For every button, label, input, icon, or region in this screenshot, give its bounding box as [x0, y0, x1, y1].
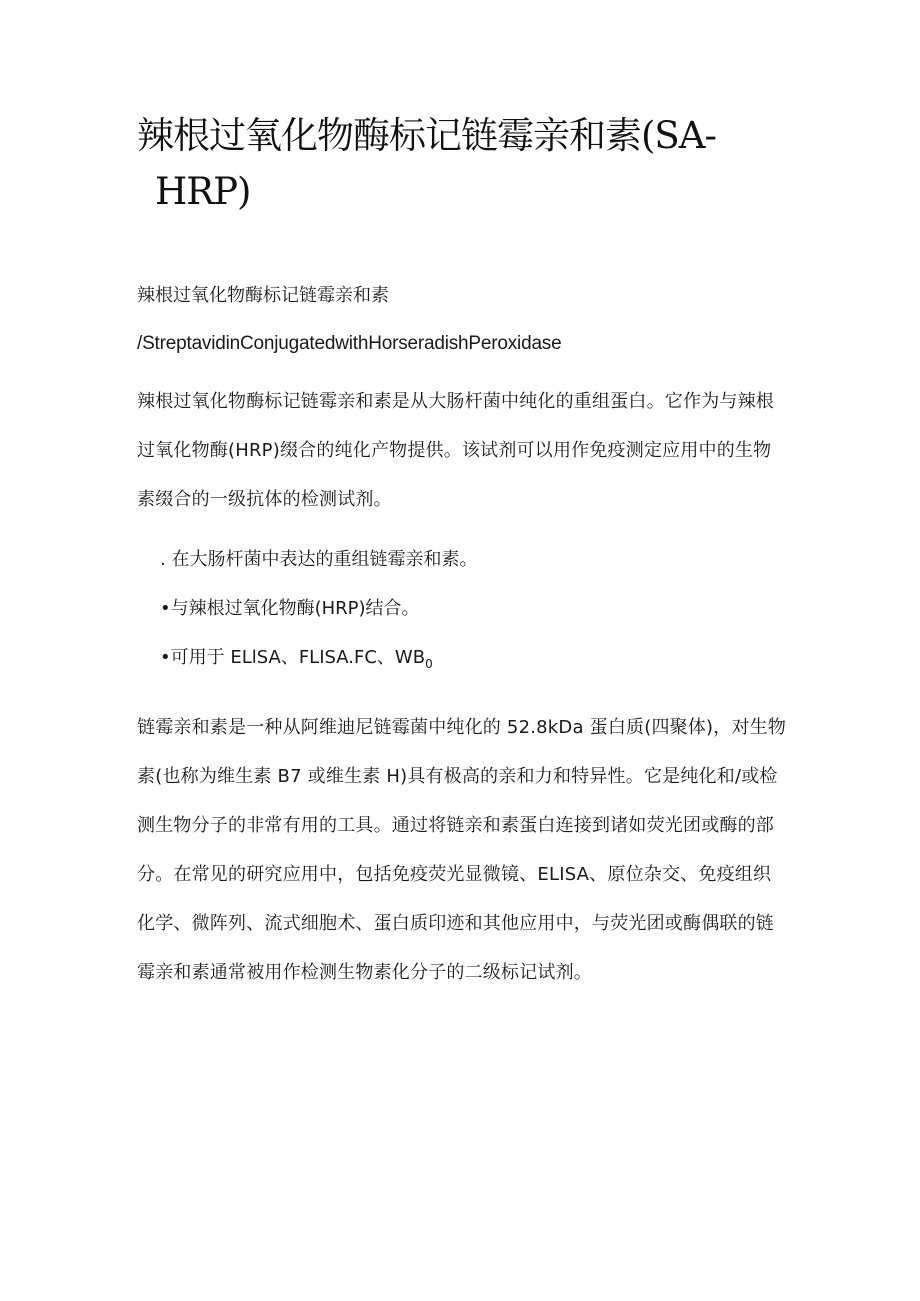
subtitle-english: /StreptavidinConjugatedwithHorseradishPeroxidase [137, 333, 562, 354]
feature-item [160, 584, 477, 633]
feature-list [160, 535, 477, 682]
feature-suffix: 0 [425, 657, 433, 671]
feature-item [160, 535, 477, 584]
title-line-2: HRP) [155, 170, 251, 213]
document-title [137, 108, 777, 220]
feature-text: . 在大肠杆菌中表达的重组链霉亲和素。 [160, 549, 478, 570]
description-paragraph: 链霉亲和素是一种从阿维迪尼链霉菌中纯化的 52.8kDa 蛋白质(四聚体)，对生物素(也称为维生素 B7 或维生素 H)具有极高的亲和力和特异性。它是纯化和/或检测生物分子的非常有用的工具。通过将链亲和素蛋白连接到诸如荧光团或酶的部分。在常见的研究应用中，包括免疫荧光显微镜、ELISA、原位杂交、免疫组织化学、微阵列、流式细胞术、蛋白质印迹和其他应用中，与荧光团或酶偶联的链霉亲和素通常被用作检测生物素化分子的二级标记试剂。 [137, 717, 787, 983]
title-line-1: 辣根过氧化物酶标记链霉亲和素(SA- [137, 114, 717, 157]
subtitle-chinese: 辣根过氧化物酶标记链霉亲和素 [137, 285, 389, 306]
intro-paragraph: 辣根过氧化物酶标记链霉亲和素是从大肠杆菌中纯化的重组蛋白。它作为与辣根过氧化物酶(HRP)缀合的纯化产物提供。该试剂可以用作免疫测定应用中的生物素缀合的一级抗体的检测试剂。 [137, 391, 774, 510]
feature-text: •可用于 ELlSA、FLISA.FC、WB [160, 647, 426, 668]
feature-item [160, 633, 477, 682]
feature-text: •与辣根过氧化物酶(HRP)结合。 [160, 598, 420, 619]
